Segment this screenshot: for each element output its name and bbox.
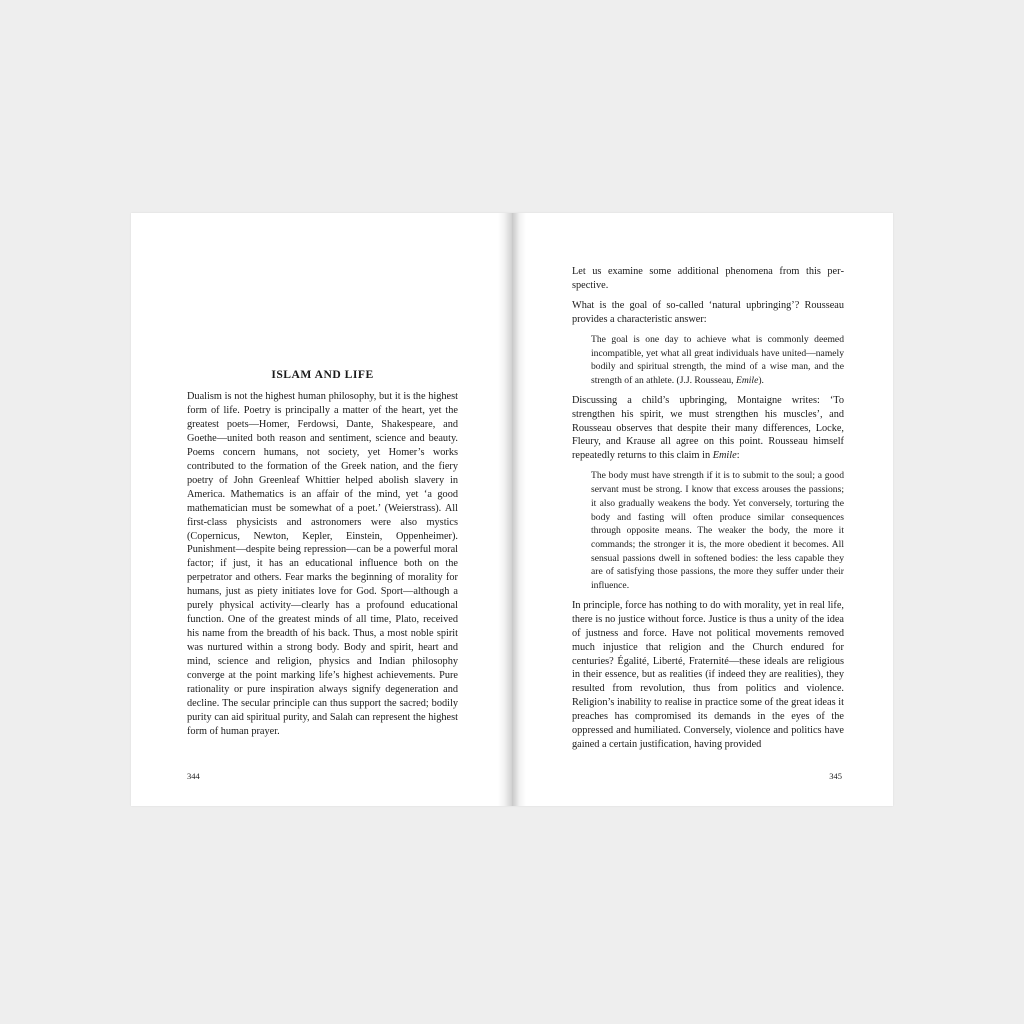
left-page bbox=[131, 213, 512, 806]
right-page bbox=[512, 213, 893, 806]
book-spread bbox=[131, 213, 893, 806]
chapter-title: ISLAM AND LIFE bbox=[271, 368, 374, 381]
page-number-right: 345 bbox=[829, 771, 842, 781]
block-quote-emile: The body must have strength if it is to submit to the soul; a good servant must be strong. I know that excess arouses the passions; it also gradually weakens the body. Yet conversely, torturing the body and fasting will often produce similar consequences through opposite means. The weaker the body, the more it commands; the stronger it is, the more obedient it becomes. All sensual passions dwell in softened bodies: the less capable they are of satisfying those passions, the more they suffer under their influence. bbox=[591, 470, 844, 592]
paragraph-montaigne bbox=[572, 394, 844, 464]
paragraph-intro: Let us examine some additional phenomena from this perspective. bbox=[572, 266, 844, 291]
left-gutter-shadow bbox=[498, 213, 512, 806]
quote-text: The goal is one day to achieve what is commonly deemed incompatible, yet what all great individuals have united—namely bodily and spiritual strength, the mind of a wise man, and the strength of an athlete. (J.J. Rousseau, bbox=[591, 333, 844, 386]
paragraph-text: Discussing a child’s upbringing, Montaigne writes: ‘To strengthen his spirit, we must strengthen his muscles’, and Rousseau observes that despite their many differences, Locke, Fleury, and Krause all agree on this point. Rousseau himself repeatedly returns to this claim in bbox=[572, 394, 844, 462]
right-page-body bbox=[572, 265, 844, 758]
paragraph-force-morality: In principle, force has nothing to do with morality, yet in real life, there is no justice without force. Justice is thus a unity of the idea of justness and force. Have not political movements removed much injustice that religion and the Church endured for centuries? Égalité, Liberté, Fraternité—these ideals are religious in their essence, but as realities (if indeed they are realities), they resulted from revolution, thus from politics and violence. Religion’s inability to realise in practice some of the great ideas it preaches has compromised its demands in the eyes of the oppressed and humiliated. Conversely, violence and politics have gained a certain justification, having provided bbox=[572, 599, 844, 751]
quote-end: ). bbox=[758, 374, 764, 386]
page-number-left: 344 bbox=[187, 771, 200, 781]
block-quote-rousseau bbox=[591, 333, 844, 388]
paragraph-natural-upbringing: What is the goal of so-called ‘natural upbringing’? Rousseau provides a characteristic answer: bbox=[572, 299, 844, 325]
quote-title-italic: Emile bbox=[735, 374, 759, 386]
paragraph-end: : bbox=[736, 450, 740, 462]
right-gutter-shadow bbox=[512, 213, 526, 806]
left-paragraph: Dualism is not the highest human philosophy, but it is the highest form of life. Poetry is principally a matter of the heart, yet the greatest poets—Homer, Ferdowsi, Dante, Shakespeare, and Goethe—united both reason and sentiment, science and beauty. Poems concern humans, not society, yet Homer’s works contributed to the formation of the Greek nation, and the fiery poetry of John Greenleaf Whittier helped abolish slavery in America. Mathematics is an affair of the mind, yet ‘a good mathematician must be somewhat of a poet.’ (Weierstrass). All first-class physicists and astronomers were also mystics (Copernicus, Newton, Kepler, Einstein, Oppenheimer). Punishment—despite being repression—can be a powerful moral factor; if just, it has an educational influence both on the perpetrator and others. Fear marks the beginning of morality for humans, just as piety initiates love for God. Sport—although a purely physical activity—clearly has a profound educational function. One of the greatest minds of all time, Plato, received his name from the breadth of his back. Thus, a most noble spirit was nurtured within a strong body. Body and spirit, heart and mind, science and religion, physics and Indian philosophy converge at the point marking life’s highest achievements. Pure rationality or pure inspiration always signify degeneration and decline. The secular principle can thus support the sacred; bodily purity can aid spiritual purity, and Salah can represent the highest form of human prayer. bbox=[187, 391, 458, 737]
left-page-body bbox=[187, 390, 458, 739]
paragraph-title-italic: Emile bbox=[712, 450, 737, 462]
